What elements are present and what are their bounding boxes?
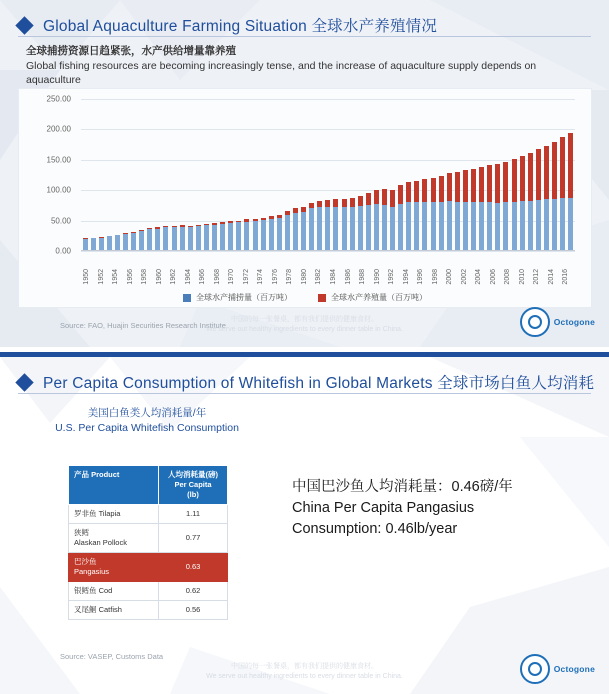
bar-segment-capture bbox=[342, 207, 347, 251]
slide2-source bbox=[60, 651, 163, 662]
bar-segment-aquaculture bbox=[398, 185, 403, 204]
x-tick-label: 1960 bbox=[155, 269, 163, 285]
bar-segment-aquaculture bbox=[374, 190, 379, 204]
cell-value: 0.77 bbox=[159, 524, 228, 553]
y-tick-label: 150.00 bbox=[46, 155, 71, 165]
table-header-row bbox=[69, 466, 228, 505]
y-tick-label: 0.00 bbox=[55, 246, 71, 256]
bar-column bbox=[121, 99, 129, 251]
note-en-line1: China Per Capita Pangasius bbox=[292, 500, 475, 516]
bar-column bbox=[332, 99, 340, 251]
page-title-2-cn: 全球市场白鱼人均消耗 bbox=[437, 375, 595, 392]
bar-column bbox=[421, 99, 429, 251]
y-tick-label: 200.00 bbox=[46, 124, 71, 134]
page-title bbox=[43, 14, 437, 36]
bar-segment-aquaculture bbox=[568, 133, 573, 197]
bar-column bbox=[437, 99, 445, 251]
bar-column bbox=[445, 99, 453, 251]
bar-segment-aquaculture bbox=[325, 200, 330, 207]
bar-segment-capture bbox=[520, 201, 525, 251]
x-tick-label: 1984 bbox=[329, 269, 337, 285]
bar-segment-aquaculture bbox=[390, 190, 395, 207]
x-tick-label: 1952 bbox=[97, 269, 105, 285]
bar-segment-capture bbox=[560, 198, 565, 251]
bar-segment-capture bbox=[544, 199, 549, 251]
bar-segment-aquaculture bbox=[463, 170, 468, 202]
bar-column bbox=[542, 99, 550, 251]
bar-column bbox=[130, 99, 138, 251]
source-text: Source: FAO, Huajin Securities Research Institute bbox=[60, 321, 226, 330]
bar-column bbox=[340, 99, 348, 251]
bar-column bbox=[186, 99, 194, 251]
x-tick-label: 1976 bbox=[271, 269, 279, 285]
bar-column bbox=[219, 99, 227, 251]
bar-segment-capture bbox=[309, 208, 314, 251]
bar-column bbox=[380, 99, 388, 251]
legend-label-capture: 全球水产捕捞量（百万吨） bbox=[196, 293, 292, 302]
bar-column bbox=[518, 99, 526, 251]
bar-column bbox=[478, 99, 486, 251]
y-axis-labels bbox=[19, 94, 75, 256]
bar-column bbox=[291, 99, 299, 251]
bar-segment-capture bbox=[180, 227, 185, 251]
bar-column bbox=[154, 99, 162, 251]
x-tick-label: 1994 bbox=[402, 269, 410, 285]
table-header-percapita-cn: 人均消耗量(磅) bbox=[168, 470, 218, 479]
header-divider-2 bbox=[18, 393, 591, 394]
bar-segment-capture bbox=[244, 222, 249, 251]
legend-label-aquaculture: 全球水产养殖量（百万吨） bbox=[331, 293, 427, 302]
x-tick-label: 1950 bbox=[82, 269, 90, 285]
x-tick-label: 2016 bbox=[562, 269, 570, 285]
bar-segment-capture bbox=[325, 207, 330, 251]
slide1-subtitle bbox=[26, 44, 583, 87]
note-cn: 中国巴沙鱼人均消耗量：0.46磅/年 bbox=[292, 479, 513, 495]
slide2-footer bbox=[0, 662, 609, 682]
x-tick-label: 1996 bbox=[417, 269, 425, 285]
bar-column bbox=[348, 99, 356, 251]
bar-column bbox=[275, 99, 283, 251]
bar-segment-capture bbox=[317, 207, 322, 251]
bar-column bbox=[97, 99, 105, 251]
bar-segment-aquaculture bbox=[512, 159, 517, 202]
table-title-en: U.S. Per Capita Whitefish Consumption bbox=[55, 422, 239, 434]
y-tick-label: 50.00 bbox=[50, 216, 71, 226]
bar-column bbox=[138, 99, 146, 251]
bar-segment-aquaculture bbox=[439, 176, 444, 202]
octogone-ring-icon-2 bbox=[520, 654, 550, 684]
bar-segment-capture bbox=[390, 207, 395, 251]
bar-segment-capture bbox=[131, 233, 136, 251]
bar-column bbox=[397, 99, 405, 251]
x-tick-label: 2010 bbox=[518, 269, 526, 285]
bar-segment-capture bbox=[301, 212, 306, 252]
x-tick-label: 1968 bbox=[213, 269, 221, 285]
bar-segment-capture bbox=[398, 204, 403, 251]
x-tick-label: 1956 bbox=[126, 269, 134, 285]
chart-container bbox=[18, 88, 592, 308]
bar-column bbox=[389, 99, 397, 251]
note-en-line2: Consumption: 0.46lb/year bbox=[292, 521, 458, 537]
bar-segment-capture bbox=[253, 221, 258, 251]
bar-segment-capture bbox=[358, 206, 363, 251]
brand-logo-2 bbox=[520, 654, 595, 684]
bar-column bbox=[316, 99, 324, 251]
bar-column bbox=[550, 99, 558, 251]
bar-column bbox=[283, 99, 291, 251]
table-row bbox=[69, 553, 228, 582]
legend-item-aquaculture bbox=[318, 292, 427, 303]
bar-segment-capture bbox=[447, 201, 452, 251]
bar-segment-capture bbox=[382, 205, 387, 251]
cell-product: 罗非鱼 Tilapia bbox=[69, 505, 159, 524]
bar-column bbox=[170, 99, 178, 251]
bar-series bbox=[81, 99, 575, 251]
bar-column bbox=[364, 99, 372, 251]
page-title-en: Global Aquaculture Farming Situation bbox=[43, 18, 307, 35]
bar-segment-aquaculture bbox=[422, 179, 427, 201]
whitefish-table bbox=[68, 465, 228, 620]
header-divider bbox=[18, 36, 591, 37]
bar-segment-capture bbox=[285, 215, 290, 251]
bar-column bbox=[251, 99, 259, 251]
bar-segment-aquaculture bbox=[471, 169, 476, 202]
bar-segment-aquaculture bbox=[358, 196, 363, 206]
bar-segment-capture bbox=[261, 220, 266, 251]
bar-segment-capture bbox=[293, 213, 298, 251]
bar-segment-aquaculture bbox=[406, 182, 411, 202]
bar-column bbox=[267, 99, 275, 251]
bar-column bbox=[194, 99, 202, 251]
x-tick-label: 1962 bbox=[170, 269, 178, 285]
footer-en-2: We serve out healthy ingredients to every dinner table in China. bbox=[206, 673, 403, 680]
y-tick-label: 250.00 bbox=[46, 94, 71, 104]
bar-segment-capture bbox=[512, 202, 517, 251]
table-row bbox=[69, 601, 228, 620]
cell-value: 0.62 bbox=[159, 582, 228, 601]
bar-segment-capture bbox=[366, 205, 371, 251]
bar-segment-capture bbox=[528, 201, 533, 251]
bar-segment-aquaculture bbox=[414, 181, 419, 202]
cell-product: 银鳕鱼 Cod bbox=[69, 582, 159, 601]
x-tick-label: 1954 bbox=[112, 269, 120, 285]
bar-segment-capture bbox=[422, 202, 427, 251]
x-tick-label: 2002 bbox=[460, 269, 468, 285]
footer-cn-2: 中国的每一张餐桌，都有我们提供的健康食材。 bbox=[231, 663, 378, 670]
bar-segment-capture bbox=[99, 238, 104, 251]
x-tick-label: 2014 bbox=[547, 269, 555, 285]
bar-segment-capture bbox=[204, 225, 209, 251]
x-tick-label: 1964 bbox=[184, 269, 192, 285]
bar-segment-aquaculture bbox=[544, 146, 549, 199]
diamond-bullet-icon bbox=[15, 16, 33, 34]
bar-segment-aquaculture bbox=[503, 162, 508, 203]
bar-segment-aquaculture bbox=[431, 178, 436, 202]
bar-column bbox=[162, 99, 170, 251]
bar-segment-capture bbox=[495, 203, 500, 251]
x-tick-label: 1958 bbox=[141, 269, 149, 285]
bar-segment-capture bbox=[277, 218, 282, 251]
bar-column bbox=[146, 99, 154, 251]
bar-segment-capture bbox=[479, 202, 484, 251]
x-tick-label: 2012 bbox=[533, 269, 541, 285]
bar-column bbox=[461, 99, 469, 251]
table-row bbox=[69, 524, 228, 553]
bar-segment-capture bbox=[374, 204, 379, 251]
table-title bbox=[42, 405, 252, 436]
logo-text: Octogone bbox=[553, 317, 595, 327]
bar-segment-capture bbox=[115, 235, 120, 251]
bar-segment-aquaculture bbox=[552, 142, 557, 199]
cell-product: 叉尾鮰 Catfish bbox=[69, 601, 159, 620]
x-tick-label: 1988 bbox=[359, 269, 367, 285]
bar-column bbox=[486, 99, 494, 251]
y-tick-label: 100.00 bbox=[46, 185, 71, 195]
bar-segment-aquaculture bbox=[447, 173, 452, 201]
bar-column bbox=[510, 99, 518, 251]
diamond-bullet-icon-2 bbox=[15, 373, 33, 391]
bar-column bbox=[308, 99, 316, 251]
table-header-product: 产品 Product bbox=[69, 466, 159, 505]
bar-segment-aquaculture bbox=[455, 172, 460, 202]
x-tick-label: 1998 bbox=[431, 269, 439, 285]
bar-segment-capture bbox=[552, 199, 557, 251]
bar-segment-capture bbox=[471, 202, 476, 251]
chart-plot-area bbox=[81, 99, 575, 251]
bar-column bbox=[356, 99, 364, 251]
cell-value: 0.63 bbox=[159, 553, 228, 582]
bar-segment-capture bbox=[147, 229, 152, 251]
bar-segment-capture bbox=[350, 207, 355, 251]
bar-segment-capture bbox=[455, 202, 460, 251]
bar-segment-capture bbox=[269, 219, 274, 251]
bar-segment-capture bbox=[463, 202, 468, 251]
bar-segment-capture bbox=[406, 202, 411, 251]
table-header-percapita-en: Per Capita bbox=[174, 480, 212, 489]
table-row bbox=[69, 582, 228, 601]
x-tick-label: 1980 bbox=[300, 269, 308, 285]
bar-segment-capture bbox=[123, 234, 128, 251]
bar-segment-capture bbox=[139, 231, 144, 251]
bar-segment-capture bbox=[333, 207, 338, 251]
legend-swatch-red-icon bbox=[318, 294, 326, 302]
footer-en: We serve out healthy ingredients to every dinner table in China. bbox=[206, 326, 403, 333]
bar-segment-capture bbox=[439, 202, 444, 251]
x-tick-label: 1990 bbox=[373, 269, 381, 285]
logo-text-2: Octogone bbox=[553, 664, 595, 674]
subtitle-cn: 全球捕捞资源日趋紧张，水产供给增量靠养殖 bbox=[26, 45, 236, 57]
bar-segment-aquaculture bbox=[560, 137, 565, 198]
chart-legend bbox=[19, 292, 591, 303]
bar-segment-aquaculture bbox=[520, 156, 525, 201]
bar-segment-capture bbox=[503, 202, 508, 251]
bar-segment-capture bbox=[172, 227, 177, 251]
bar-segment-capture bbox=[220, 224, 225, 251]
page-title-cn: 全球水产养殖情况 bbox=[311, 18, 438, 35]
bar-segment-aquaculture bbox=[487, 165, 492, 202]
x-tick-label: 1972 bbox=[242, 269, 250, 285]
bar-column bbox=[567, 99, 575, 251]
x-tick-label: 1974 bbox=[257, 269, 265, 285]
bar-segment-capture bbox=[155, 229, 160, 251]
bar-segment-capture bbox=[188, 227, 193, 251]
x-tick-label: 2004 bbox=[475, 269, 483, 285]
bar-segment-capture bbox=[228, 223, 233, 251]
octogone-ring-icon bbox=[520, 307, 550, 337]
bar-segment-aquaculture bbox=[536, 149, 541, 199]
x-tick-label: 1978 bbox=[286, 269, 294, 285]
bar-segment-capture bbox=[196, 226, 201, 251]
brand-logo bbox=[520, 307, 595, 337]
bar-segment-aquaculture bbox=[495, 164, 500, 203]
bar-segment-capture bbox=[414, 202, 419, 251]
bar-segment-capture bbox=[487, 202, 492, 251]
bar-column bbox=[89, 99, 97, 251]
cell-value: 0.56 bbox=[159, 601, 228, 620]
bar-column bbox=[105, 99, 113, 251]
x-axis-labels bbox=[81, 251, 575, 285]
footer-cn: 中国的每一张餐桌，都有我们提供的健康食材。 bbox=[231, 316, 378, 323]
slide-whitefish bbox=[0, 357, 609, 694]
bar-column bbox=[413, 99, 421, 251]
bar-column bbox=[259, 99, 267, 251]
slide1-footer bbox=[0, 315, 609, 335]
bar-segment-capture bbox=[107, 236, 112, 251]
bar-column bbox=[227, 99, 235, 251]
bar-column bbox=[405, 99, 413, 251]
page-title-2-en: Per Capita Consumption of Whitefish in Global Markets bbox=[43, 375, 433, 392]
x-tick-label: 1970 bbox=[228, 269, 236, 285]
bar-column bbox=[534, 99, 542, 251]
bar-segment-capture bbox=[212, 225, 217, 251]
bar-column bbox=[202, 99, 210, 251]
bar-segment-capture bbox=[236, 222, 241, 251]
x-tick-label: 1982 bbox=[315, 269, 323, 285]
bar-column bbox=[235, 99, 243, 251]
bar-column bbox=[526, 99, 534, 251]
bar-column bbox=[113, 99, 121, 251]
bar-segment-aquaculture bbox=[366, 193, 371, 205]
table-row bbox=[69, 505, 228, 524]
bar-column bbox=[470, 99, 478, 251]
bar-column bbox=[494, 99, 502, 251]
bar-segment-aquaculture bbox=[528, 153, 533, 200]
x-tick-label: 1966 bbox=[199, 269, 207, 285]
bar-column bbox=[453, 99, 461, 251]
subtitle-en: Global fishing resources are becoming increasingly tense, and the increase of aquaculture supply depends on aquaculture bbox=[26, 60, 537, 86]
table-header-percapita-unit: (lb) bbox=[187, 490, 199, 499]
bar-segment-capture bbox=[536, 200, 541, 251]
source-text-2: Source: VASEP, Customs Data bbox=[60, 652, 164, 661]
cell-product: 狭鳕 Alaskan Pollock bbox=[69, 524, 159, 553]
bar-segment-capture bbox=[431, 202, 436, 251]
bar-segment-aquaculture bbox=[342, 199, 347, 207]
bar-column bbox=[324, 99, 332, 251]
x-tick-label: 2006 bbox=[489, 269, 497, 285]
x-tick-label: 2008 bbox=[504, 269, 512, 285]
legend-item-capture bbox=[183, 292, 292, 303]
bar-segment-aquaculture bbox=[350, 198, 355, 207]
bar-column bbox=[300, 99, 308, 251]
bar-segment-aquaculture bbox=[479, 167, 484, 202]
x-tick-label: 1992 bbox=[388, 269, 396, 285]
bar-column bbox=[372, 99, 380, 251]
bar-column bbox=[559, 99, 567, 251]
x-tick-label: 2000 bbox=[446, 269, 454, 285]
x-tick-label: 1986 bbox=[344, 269, 352, 285]
table-body bbox=[69, 505, 228, 620]
table-header-percapita bbox=[159, 466, 228, 505]
cell-product: 巴沙鱼 Pangasius bbox=[69, 553, 159, 582]
highlight-note bbox=[292, 477, 592, 540]
legend-swatch-blue-icon bbox=[183, 294, 191, 302]
bar-segment-capture bbox=[568, 198, 573, 251]
bar-segment-capture bbox=[163, 227, 168, 251]
bar-column bbox=[178, 99, 186, 251]
bar-column bbox=[243, 99, 251, 251]
page-title-2 bbox=[43, 371, 594, 393]
bar-column bbox=[502, 99, 510, 251]
bar-column bbox=[81, 99, 89, 251]
bar-column bbox=[211, 99, 219, 251]
bar-segment-aquaculture bbox=[382, 189, 387, 205]
bar-segment-aquaculture bbox=[333, 199, 338, 206]
cell-value: 1.11 bbox=[159, 505, 228, 524]
bar-column bbox=[429, 99, 437, 251]
table-title-cn: 美国白鱼类人均消耗量/年 bbox=[87, 407, 207, 419]
